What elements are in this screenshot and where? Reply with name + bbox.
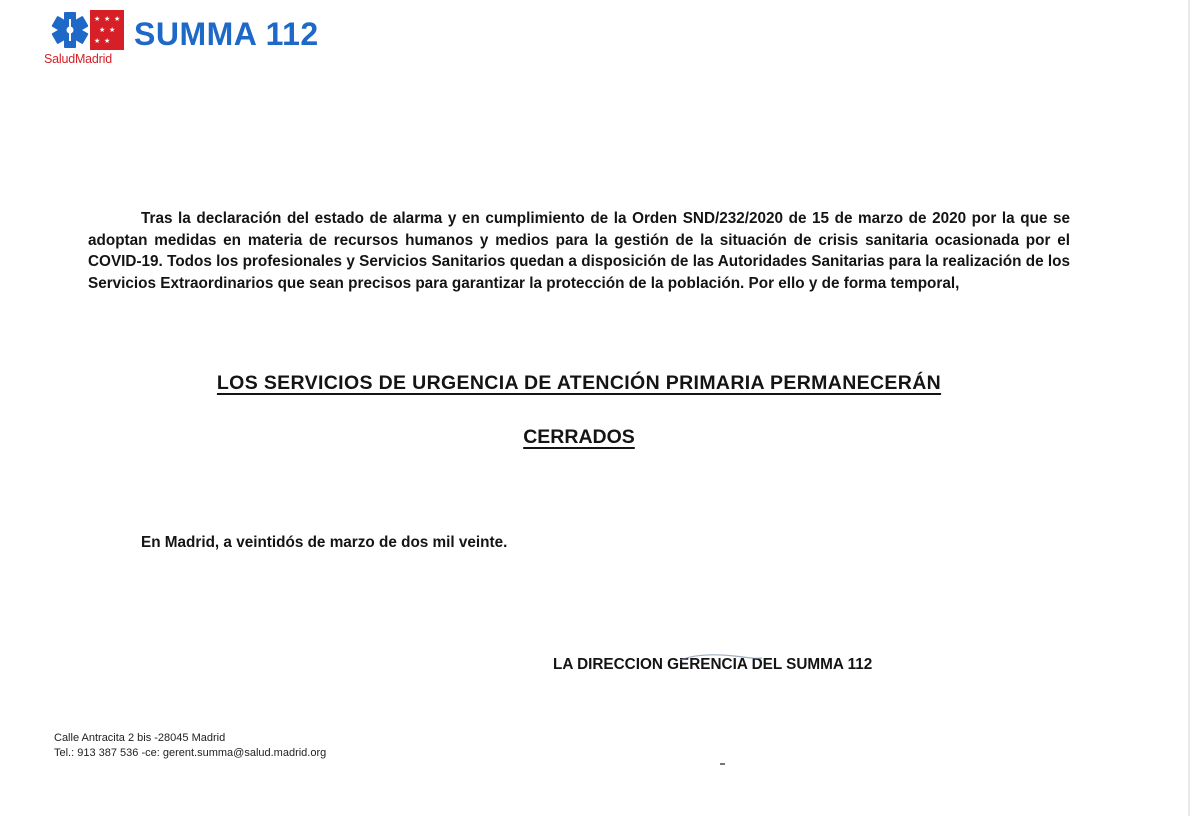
summa-logo <box>44 10 364 68</box>
date-line: En Madrid, a veintidós de marzo de dos mil veinte. <box>141 534 508 551</box>
signature-line: LA DIRECCION GERENCIA DEL SUMMA 112 <box>553 656 873 673</box>
scan-edge <box>1188 0 1190 816</box>
svg-text:★: ★ <box>99 26 106 34</box>
signature-scribble <box>676 650 766 668</box>
svg-text:★: ★ <box>104 15 111 23</box>
footer-contact <box>54 731 326 761</box>
headline-line-1: LOS SERVICIOS DE URGENCIA DE ATENCIÓN PRIMARIA PERMANECERÁN <box>216 372 942 394</box>
footer-address: Calle Antracita 2 bis -28045 Madrid <box>54 732 226 744</box>
headline-line-2: CERRADOS <box>523 426 635 448</box>
logo-title: SUMMA 112 <box>134 16 319 52</box>
logo-subtitle: SaludMadrid <box>44 52 112 66</box>
svg-text:★: ★ <box>94 37 101 45</box>
scan-speck <box>720 763 725 765</box>
svg-text:★: ★ <box>104 37 111 45</box>
footer-phone-email: Tel.: 913 387 536 -ce: gerent.summa@salud.madrid.org <box>54 747 327 759</box>
star-of-life-icon <box>48 10 92 50</box>
svg-text:★: ★ <box>94 15 101 23</box>
intro-paragraph: Tras la declaración del estado de alarma y en cumplimiento de la Orden SND/232/2020 de 15 de marzo de 2020 por la que se adoptan medidas en materia de recursos humanos y medios para la gestión de la situación de crisis sanitaria ocasionada por el COVID-19. Todos los profesionales y Servicios Sanitarios quedan a disposición de las Autoridades Sanitarias para la realización de los Servicios Extraordinarios que sean precisos para garantizar la protección de la población. Por ello y de forma temporal, <box>88 210 1070 292</box>
svg-text:★: ★ <box>109 26 116 34</box>
svg-text:★: ★ <box>114 15 121 23</box>
